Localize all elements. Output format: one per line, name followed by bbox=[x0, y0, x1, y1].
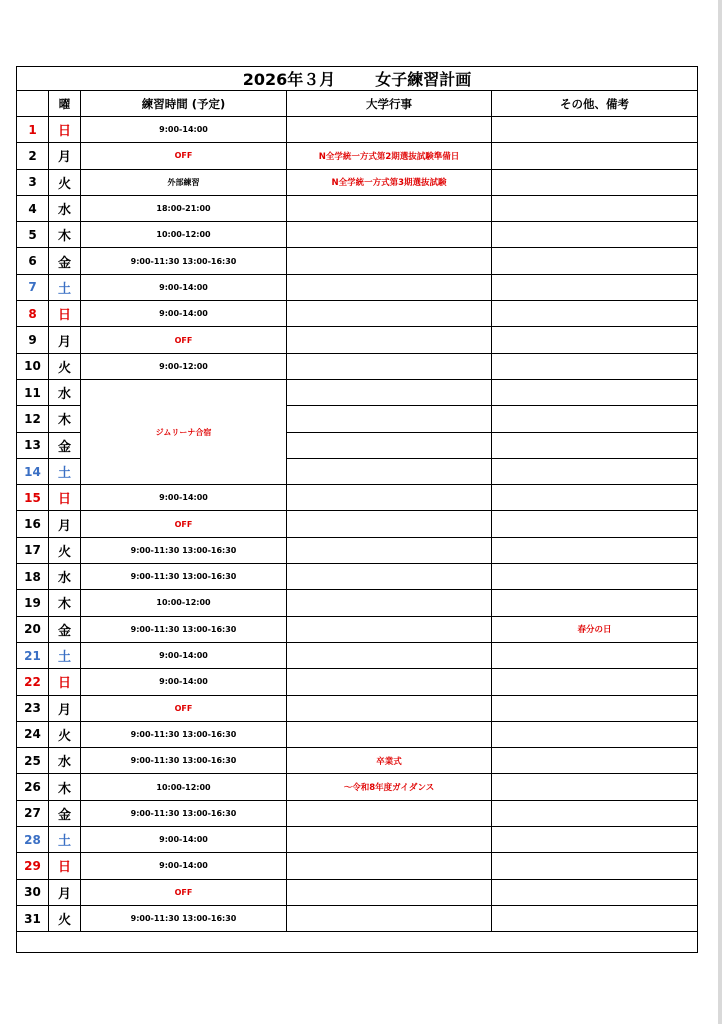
university-event bbox=[287, 695, 492, 721]
university-event bbox=[287, 721, 492, 747]
practice-time: 9:00-14:00 bbox=[81, 827, 287, 853]
practice-time: 外部練習 bbox=[81, 169, 287, 195]
notes-cell bbox=[492, 301, 698, 327]
day-number: 6 bbox=[17, 248, 49, 274]
university-event bbox=[287, 117, 492, 143]
notes-cell bbox=[492, 432, 698, 458]
university-event bbox=[287, 905, 492, 931]
university-event bbox=[287, 327, 492, 353]
practice-time: 9:00-14:00 bbox=[81, 274, 287, 300]
university-event bbox=[287, 669, 492, 695]
practice-time: 10:00-12:00 bbox=[81, 590, 287, 616]
notes-cell bbox=[492, 327, 698, 353]
table-row bbox=[17, 301, 698, 327]
practice-time: OFF bbox=[81, 327, 287, 353]
day-number: 4 bbox=[17, 195, 49, 221]
day-of-week: 火 bbox=[49, 537, 81, 563]
day-number: 18 bbox=[17, 564, 49, 590]
notes-cell bbox=[492, 222, 698, 248]
university-event bbox=[287, 853, 492, 879]
table-row bbox=[17, 827, 698, 853]
header-university: 大学行事 bbox=[287, 91, 492, 117]
day-of-week: 火 bbox=[49, 721, 81, 747]
table-row bbox=[17, 248, 698, 274]
notes-cell bbox=[492, 774, 698, 800]
day-of-week: 日 bbox=[49, 301, 81, 327]
day-of-week: 金 bbox=[49, 616, 81, 642]
day-number: 20 bbox=[17, 616, 49, 642]
table-row bbox=[17, 169, 698, 195]
day-number: 29 bbox=[17, 853, 49, 879]
day-of-week: 火 bbox=[49, 169, 81, 195]
university-event bbox=[287, 827, 492, 853]
table-row bbox=[17, 564, 698, 590]
day-number: 13 bbox=[17, 432, 49, 458]
practice-time: 10:00-12:00 bbox=[81, 774, 287, 800]
notes-cell bbox=[492, 143, 698, 169]
day-of-week: 金 bbox=[49, 432, 81, 458]
day-of-week: 土 bbox=[49, 274, 81, 300]
table-row bbox=[17, 853, 698, 879]
day-of-week: 土 bbox=[49, 827, 81, 853]
practice-time: 9:00-11:30 13:00-16:30 bbox=[81, 721, 287, 747]
table-row bbox=[17, 117, 698, 143]
practice-time: 9:00-11:30 13:00-16:30 bbox=[81, 748, 287, 774]
day-number: 25 bbox=[17, 748, 49, 774]
day-number: 8 bbox=[17, 301, 49, 327]
table-row bbox=[17, 379, 698, 405]
university-event bbox=[287, 564, 492, 590]
day-number: 26 bbox=[17, 774, 49, 800]
day-number: 23 bbox=[17, 695, 49, 721]
day-of-week: 月 bbox=[49, 695, 81, 721]
table-row bbox=[17, 511, 698, 537]
table-row bbox=[17, 353, 698, 379]
notes-cell bbox=[492, 458, 698, 484]
university-event bbox=[287, 195, 492, 221]
notes-cell bbox=[492, 853, 698, 879]
university-event bbox=[287, 879, 492, 905]
university-event bbox=[287, 800, 492, 826]
practice-time: OFF bbox=[81, 511, 287, 537]
day-number: 31 bbox=[17, 905, 49, 931]
university-event bbox=[287, 222, 492, 248]
university-event: N全学統一方式第3期選抜試験 bbox=[287, 169, 492, 195]
university-event bbox=[287, 642, 492, 668]
day-of-week: 金 bbox=[49, 800, 81, 826]
practice-time: 9:00-14:00 bbox=[81, 853, 287, 879]
practice-time: 9:00-14:00 bbox=[81, 117, 287, 143]
table-row bbox=[17, 748, 698, 774]
notes-cell bbox=[492, 642, 698, 668]
table-row bbox=[17, 695, 698, 721]
notes-cell bbox=[492, 274, 698, 300]
footer-blank bbox=[17, 932, 698, 953]
title-row bbox=[17, 67, 698, 91]
header-date bbox=[17, 91, 49, 117]
practice-time: 9:00-14:00 bbox=[81, 642, 287, 668]
day-number: 1 bbox=[17, 117, 49, 143]
table-row bbox=[17, 485, 698, 511]
day-of-week: 水 bbox=[49, 748, 81, 774]
university-event bbox=[287, 590, 492, 616]
header-practice: 練習時間 (予定) bbox=[81, 91, 287, 117]
day-number: 15 bbox=[17, 485, 49, 511]
table-row bbox=[17, 800, 698, 826]
day-of-week: 水 bbox=[49, 564, 81, 590]
notes-cell bbox=[492, 406, 698, 432]
day-of-week: 木 bbox=[49, 406, 81, 432]
practice-time: 9:00-11:30 13:00-16:30 bbox=[81, 616, 287, 642]
university-event bbox=[287, 248, 492, 274]
notes-cell bbox=[492, 379, 698, 405]
day-number: 24 bbox=[17, 721, 49, 747]
notes-cell bbox=[492, 485, 698, 511]
notes-cell bbox=[492, 511, 698, 537]
notes-cell bbox=[492, 564, 698, 590]
university-event bbox=[287, 379, 492, 405]
notes-cell bbox=[492, 590, 698, 616]
notes-cell bbox=[492, 905, 698, 931]
camp-cell: ジムリーナ合宿 bbox=[81, 379, 287, 484]
university-event: N全学統一方式第2期選抜試験準備日 bbox=[287, 143, 492, 169]
notes-cell: 春分の日 bbox=[492, 616, 698, 642]
day-of-week: 水 bbox=[49, 195, 81, 221]
day-of-week: 日 bbox=[49, 853, 81, 879]
practice-time: 9:00-11:30 13:00-16:30 bbox=[81, 800, 287, 826]
notes-cell bbox=[492, 800, 698, 826]
practice-time: 9:00-12:00 bbox=[81, 353, 287, 379]
day-of-week: 月 bbox=[49, 143, 81, 169]
practice-time: 9:00-14:00 bbox=[81, 301, 287, 327]
day-of-week: 木 bbox=[49, 222, 81, 248]
day-of-week: 日 bbox=[49, 669, 81, 695]
day-of-week: 月 bbox=[49, 511, 81, 537]
title-subject: 女子練習計画 bbox=[375, 70, 472, 89]
university-event: ～令和8年度ガイダンス bbox=[287, 774, 492, 800]
notes-cell bbox=[492, 748, 698, 774]
day-number: 28 bbox=[17, 827, 49, 853]
day-of-week: 木 bbox=[49, 590, 81, 616]
practice-time: 9:00-11:30 13:00-16:30 bbox=[81, 564, 287, 590]
table-row bbox=[17, 274, 698, 300]
day-number: 17 bbox=[17, 537, 49, 563]
table-row bbox=[17, 143, 698, 169]
day-of-week: 日 bbox=[49, 485, 81, 511]
day-of-week: 月 bbox=[49, 327, 81, 353]
day-of-week: 火 bbox=[49, 353, 81, 379]
day-of-week: 火 bbox=[49, 905, 81, 931]
table-row bbox=[17, 642, 698, 668]
day-number: 27 bbox=[17, 800, 49, 826]
notes-cell bbox=[492, 195, 698, 221]
university-event bbox=[287, 616, 492, 642]
day-of-week: 土 bbox=[49, 458, 81, 484]
notes-cell bbox=[492, 117, 698, 143]
practice-time: 9:00-14:00 bbox=[81, 669, 287, 695]
practice-time: 9:00-11:30 13:00-16:30 bbox=[81, 537, 287, 563]
practice-time: OFF bbox=[81, 143, 287, 169]
page-title bbox=[17, 67, 698, 91]
day-number: 2 bbox=[17, 143, 49, 169]
day-number: 30 bbox=[17, 879, 49, 905]
title-month: 2026年３月 bbox=[242, 70, 336, 89]
day-number: 9 bbox=[17, 327, 49, 353]
table-row bbox=[17, 669, 698, 695]
day-number: 21 bbox=[17, 642, 49, 668]
university-event bbox=[287, 353, 492, 379]
day-number: 5 bbox=[17, 222, 49, 248]
table-row bbox=[17, 537, 698, 563]
university-event bbox=[287, 485, 492, 511]
day-of-week: 土 bbox=[49, 642, 81, 668]
day-number: 7 bbox=[17, 274, 49, 300]
day-number: 22 bbox=[17, 669, 49, 695]
header-notes: その他、備考 bbox=[492, 91, 698, 117]
header-row bbox=[17, 91, 698, 117]
practice-time: 9:00-11:30 13:00-16:30 bbox=[81, 248, 287, 274]
day-of-week: 月 bbox=[49, 879, 81, 905]
notes-cell bbox=[492, 879, 698, 905]
table-row bbox=[17, 721, 698, 747]
notes-cell bbox=[492, 669, 698, 695]
notes-cell bbox=[492, 353, 698, 379]
day-of-week: 金 bbox=[49, 248, 81, 274]
practice-time: 9:00-14:00 bbox=[81, 485, 287, 511]
notes-cell bbox=[492, 248, 698, 274]
practice-time: 18:00-21:00 bbox=[81, 195, 287, 221]
practice-time: 10:00-12:00 bbox=[81, 222, 287, 248]
table-row bbox=[17, 879, 698, 905]
page-edge bbox=[718, 0, 722, 1024]
table-row bbox=[17, 327, 698, 353]
day-of-week: 日 bbox=[49, 117, 81, 143]
university-event bbox=[287, 432, 492, 458]
footer-row bbox=[17, 932, 698, 953]
day-of-week: 水 bbox=[49, 379, 81, 405]
day-of-week: 木 bbox=[49, 774, 81, 800]
university-event bbox=[287, 301, 492, 327]
table-row bbox=[17, 616, 698, 642]
table-row bbox=[17, 195, 698, 221]
table-row bbox=[17, 590, 698, 616]
header-dow: 曜 bbox=[49, 91, 81, 117]
university-event bbox=[287, 406, 492, 432]
university-event bbox=[287, 458, 492, 484]
practice-schedule-table bbox=[16, 66, 698, 953]
notes-cell bbox=[492, 721, 698, 747]
table-row bbox=[17, 774, 698, 800]
day-number: 19 bbox=[17, 590, 49, 616]
day-number: 12 bbox=[17, 406, 49, 432]
day-number: 14 bbox=[17, 458, 49, 484]
practice-time: 9:00-11:30 13:00-16:30 bbox=[81, 905, 287, 931]
notes-cell bbox=[492, 827, 698, 853]
university-event bbox=[287, 274, 492, 300]
practice-time: OFF bbox=[81, 879, 287, 905]
day-number: 3 bbox=[17, 169, 49, 195]
university-event: 卒業式 bbox=[287, 748, 492, 774]
university-event bbox=[287, 537, 492, 563]
practice-time: OFF bbox=[81, 695, 287, 721]
day-number: 10 bbox=[17, 353, 49, 379]
table-row bbox=[17, 222, 698, 248]
notes-cell bbox=[492, 537, 698, 563]
day-number: 16 bbox=[17, 511, 49, 537]
table-row bbox=[17, 905, 698, 931]
university-event bbox=[287, 511, 492, 537]
day-number: 11 bbox=[17, 379, 49, 405]
notes-cell bbox=[492, 695, 698, 721]
notes-cell bbox=[492, 169, 698, 195]
